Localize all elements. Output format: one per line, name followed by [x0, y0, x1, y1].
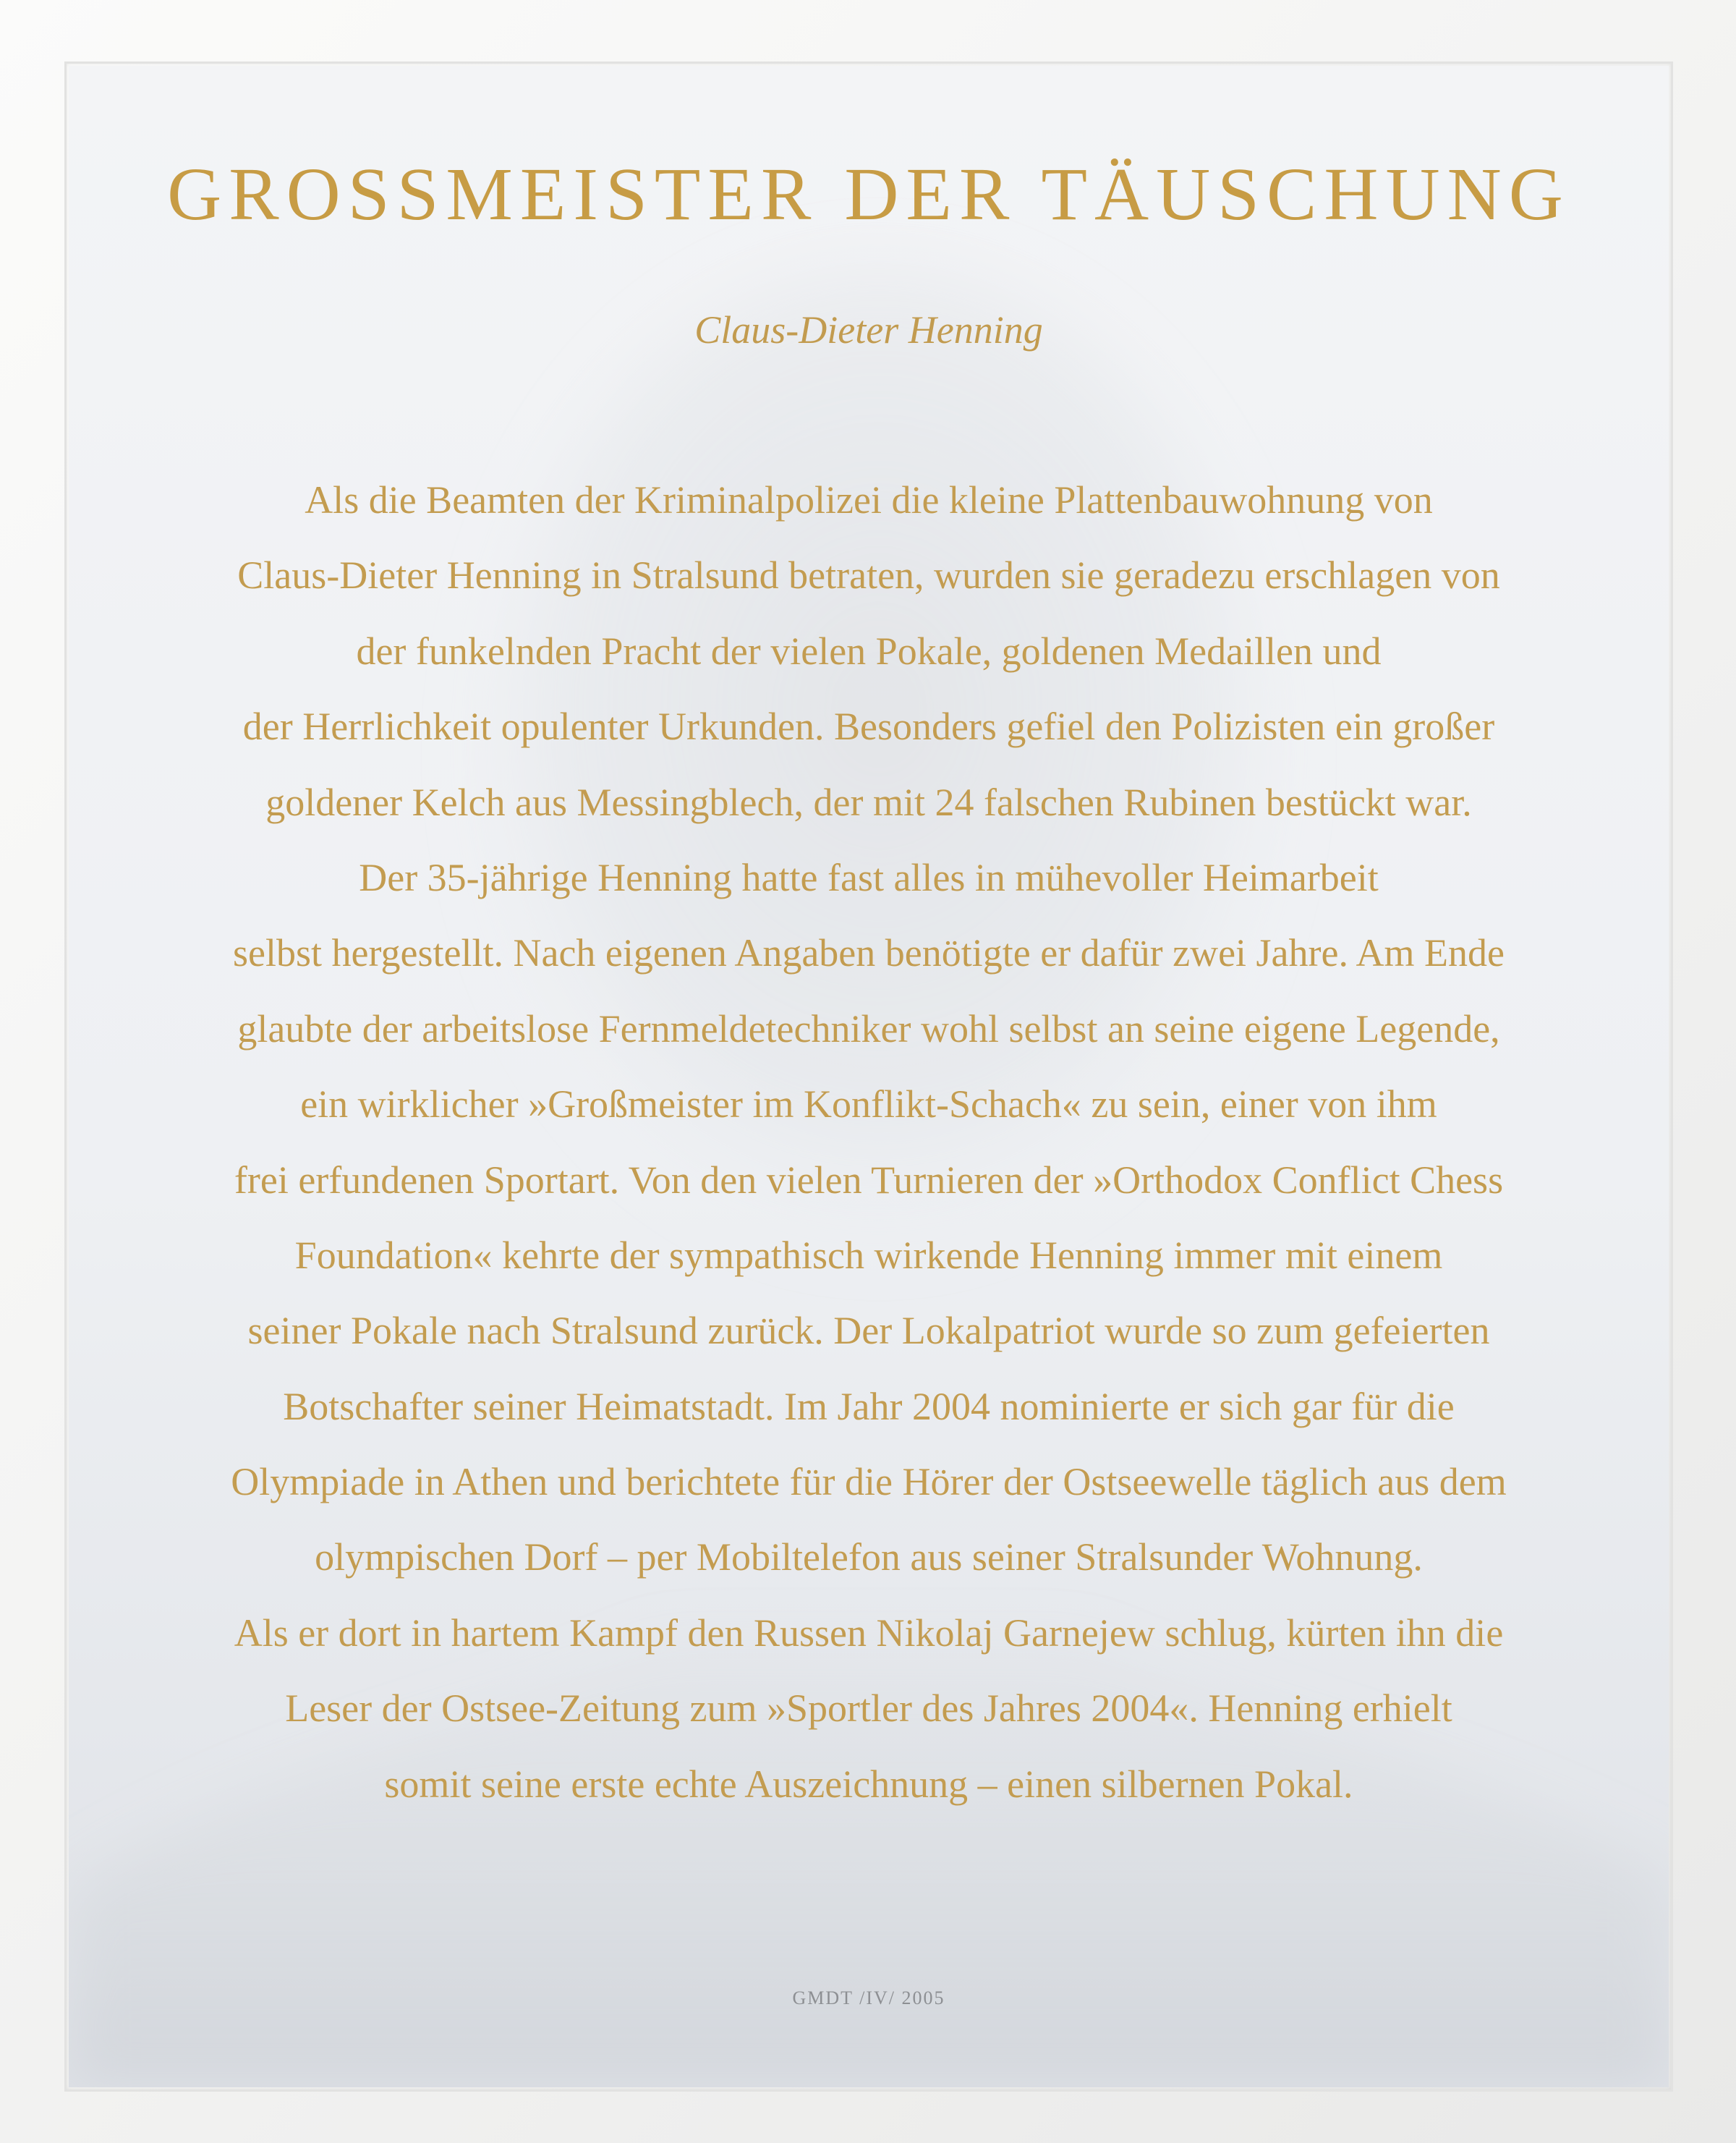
story-line: ein wirklicher »Großmeister im Konflikt-Schach« zu sein, einer von ihm: [300, 1082, 1437, 1126]
story-line: Als die Beamten der Kriminalpolizei die kleine Plattenbauwohnung von: [305, 478, 1433, 522]
story-line: Als er dort in hartem Kampf den Russen Nikolaj Garnejew schlug, kürten ihn die: [234, 1611, 1504, 1655]
author-name: Claus-Dieter Henning: [694, 308, 1043, 352]
plaque-content: [69, 66, 1669, 2087]
story-line: somit seine erste echte Auszeichnung – einen silbernen Pokal.: [384, 1762, 1353, 1806]
story-text: [69, 462, 1669, 1822]
page-title: GROSSMEISTER DER TÄUSCHUNG: [167, 153, 1570, 236]
story-line: Der 35-jährige Henning hatte fast alles in mühevoller Heimarbeit: [359, 855, 1379, 899]
story-line: Leser der Ostsee-Zeitung zum »Sportler des Jahres 2004«. Henning erhielt: [285, 1686, 1452, 1731]
story-line: Olympiade in Athen und berichtete für die Hörer der Ostseewelle täglich aus dem: [231, 1460, 1507, 1504]
story-line: der Herrlichkeit opulenter Urkunden. Besonders gefiel den Polizisten ein großer: [242, 705, 1495, 749]
edition-label: GMDT /IV/ 2005: [792, 1987, 945, 2008]
story-line: olympischen Dorf – per Mobiltelefon aus seiner Stralsunder Wohnung.: [315, 1535, 1423, 1579]
story-line: der funkelnden Pracht der vielen Pokale, goldenen Medaillen und: [356, 629, 1382, 673]
story-line: selbst hergestellt. Nach eigenen Angaben benötigte er dafür zwei Jahre. Am Ende: [233, 931, 1505, 975]
story-line: glaubte der arbeitslose Fernmeldetechniker wohl selbst an seine eigene Legende,: [237, 1006, 1500, 1051]
story-line: goldener Kelch aus Messingblech, der mit 24 falschen Rubinen bestückt war.: [265, 780, 1472, 824]
story-line: frei erfundenen Sportart. Von den vielen Turnieren der »Orthodox Conflict Chess: [234, 1158, 1504, 1202]
story-line: Foundation« kehrte der sympathisch wirkende Henning immer mit einem: [294, 1233, 1443, 1277]
story-line: Botschafter seiner Heimatstadt. Im Jahr 2004 nominierte er sich gar für die: [283, 1384, 1455, 1428]
glass-panel: [69, 66, 1669, 2087]
story-line: seiner Pokale nach Stralsund zurück. Der Lokalpatriot wurde so zum gefeierten: [247, 1309, 1490, 1353]
story-line: Claus-Dieter Henning in Stralsund betraten, wurden sie geradezu erschlagen von: [237, 553, 1500, 598]
